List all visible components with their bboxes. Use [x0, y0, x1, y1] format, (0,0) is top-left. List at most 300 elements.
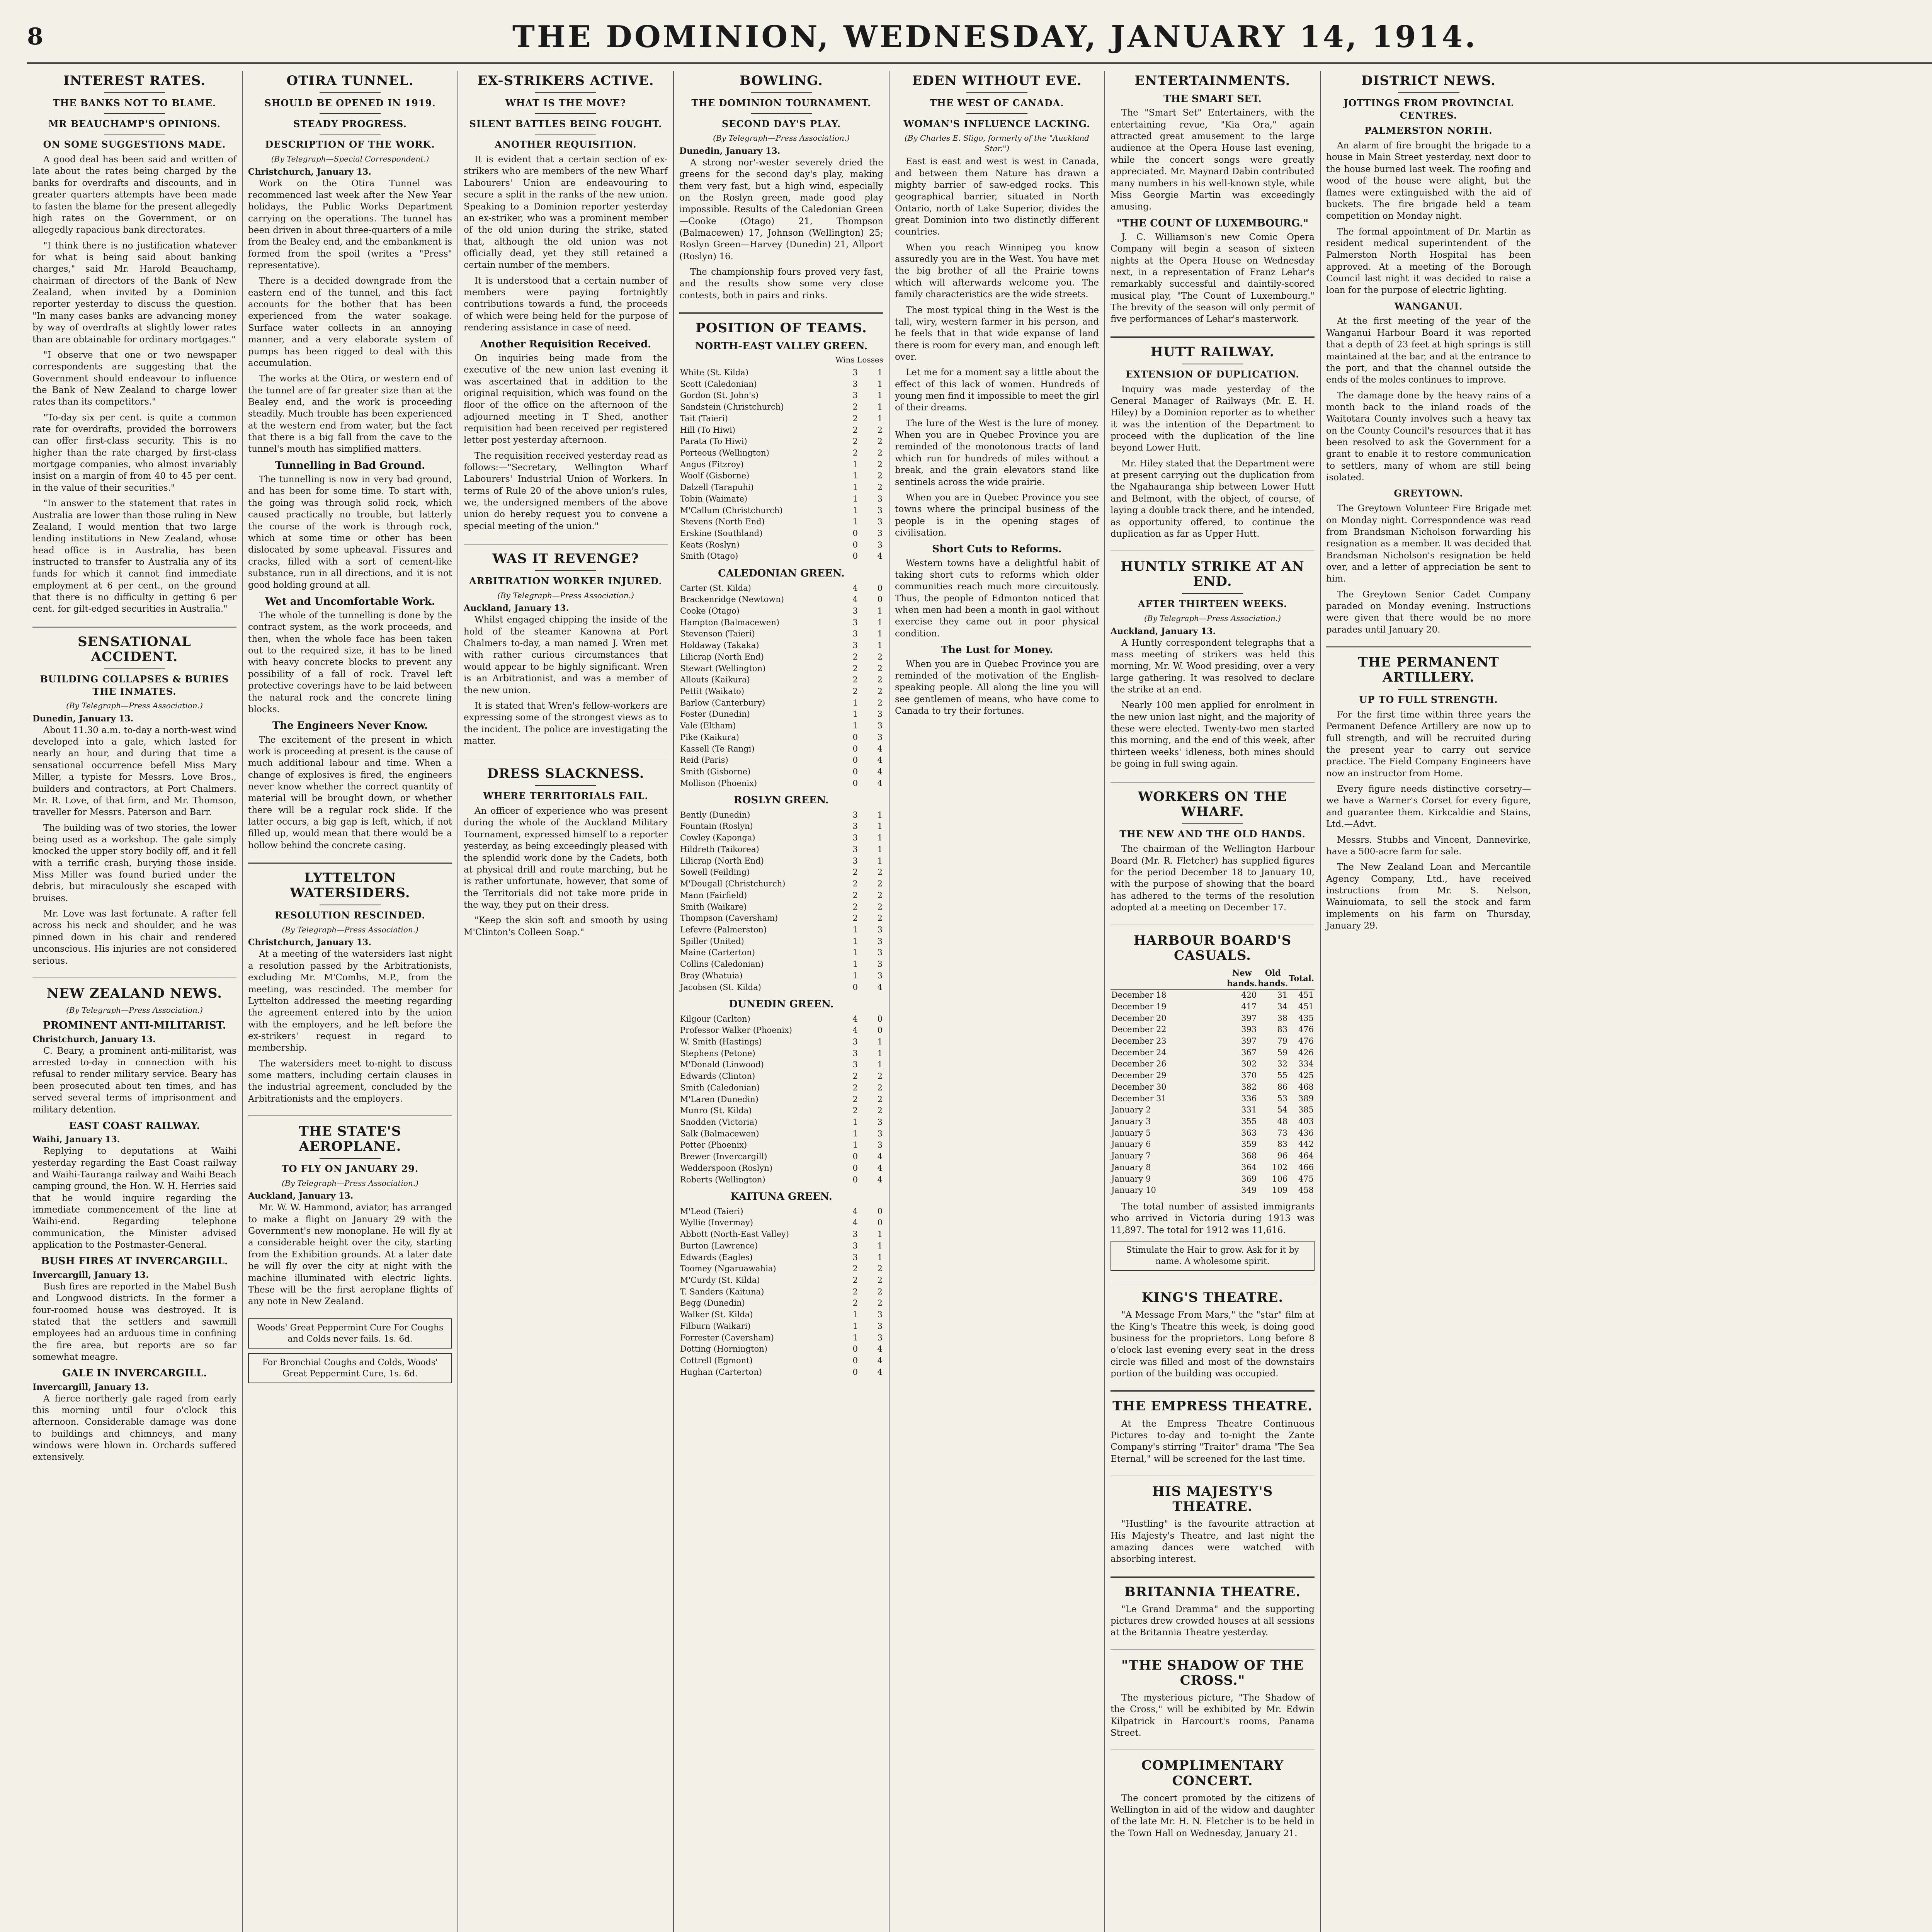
losses: 2 [877, 425, 883, 435]
losses: 1 [877, 629, 883, 639]
wins: 2 [852, 686, 858, 696]
article-subheadline: EXTENSION OF DUPLICATION. [1126, 368, 1299, 380]
subsection-title: Tunnelling in Bad Ground. [275, 459, 425, 471]
wins: 0 [852, 540, 858, 549]
table-row [1111, 990, 1315, 1001]
paragraph: J. C. Williamson's new Comic Opera Company will begin a season of sixteen nights at the Opera House on Wednesday next, in a representation of Franz Lehar's remarkably successful and daintily-scored musical play, "The Count of Luxembourg." The brevity of the season will only permit of five performances of Lehar's masterwork. [1111, 232, 1315, 325]
table-row [679, 436, 883, 447]
team-name: T. Sanders (Kaituna) [680, 1287, 764, 1296]
losses: 0 [877, 1026, 883, 1035]
cell-value: 476 [1298, 1036, 1314, 1046]
article-headline: "THE SHADOW OF THE CROSS." [1121, 1657, 1304, 1688]
cell-value: 34 [1277, 1002, 1288, 1011]
paragraph: "Hustling" is the favourite attraction at His Majesty's Theatre, and last night the amazing dances were watched with absorbing interest. [1111, 1519, 1315, 1565]
losses: 4 [877, 1152, 883, 1162]
paragraph: The concert promoted by the citizens of Wellington in aid of the widow and daughter of the late Mr. H. N. Fletcher is to be held in the Town Hall on Wednesday, January 21. [1111, 1793, 1315, 1838]
wins: 1 [852, 971, 858, 980]
article [1111, 345, 1315, 540]
losses: 4 [877, 1367, 883, 1377]
team-name: Brackenridge (Newtown) [680, 595, 784, 604]
table-row [679, 982, 883, 993]
paragraph: The most typical thing in the West is the tall, wiry, western farmer in his person, and he feels that in that wide expanse of land there is room for every man, and enough left over. [895, 305, 1099, 362]
article-subheadline: ANOTHER REQUISITION. [495, 139, 637, 150]
article-body [464, 154, 668, 532]
dateline: (By Telegraph—Press Association.) [66, 1005, 203, 1015]
cell-value: 466 [1298, 1162, 1314, 1172]
losses: 3 [877, 1140, 883, 1150]
table-row [1111, 1185, 1315, 1196]
table-row [679, 1117, 883, 1128]
column-1 [27, 71, 243, 1932]
losses: 4 [877, 744, 883, 753]
article-subheadline: WOMAN'S INFLUENCE LACKING. [903, 118, 1090, 129]
cell-value: 468 [1298, 1082, 1314, 1092]
table-row [679, 425, 883, 436]
article-subheadline: AFTER THIRTEEN WEEKS. [1138, 598, 1287, 610]
article-headline: HARBOUR BOARD'S CASUALS. [1133, 932, 1292, 963]
cell-value: 79 [1277, 1036, 1288, 1046]
place-date: Dunedin, January 13. [32, 713, 134, 724]
article [1111, 1484, 1315, 1565]
paragraph: The tunnelling is now in very bad ground, and has been for some time. To start with, the going was through solid rock, which caused practically no trouble, but latterly the course of the work is through rock, which at some time or other has been dislocated by some upheaval. Fissures and cracks, filled with a sort of cement-like substance, run in all directions, and it is not good holding ground at all. [248, 474, 452, 590]
article-body [1111, 1309, 1315, 1379]
cell-value: 370 [1241, 1071, 1257, 1080]
news-item-title: GALE IN INVERCARGILL. [62, 1367, 207, 1379]
article-headline: BOWLING. [740, 73, 823, 88]
article-body [1111, 1418, 1315, 1465]
table-row [679, 709, 883, 720]
place-date: Invercargill, January 13. [32, 1382, 149, 1392]
wins: 3 [852, 617, 858, 627]
article-divider [248, 862, 452, 864]
losses: 1 [877, 1241, 883, 1250]
losses: 4 [877, 1344, 883, 1354]
wins: 2 [852, 663, 858, 673]
team-name: Mann (Fairfield) [680, 890, 747, 900]
row-date: December 18 [1111, 990, 1167, 1000]
wins: 2 [852, 425, 858, 435]
team-name: Hill (To Hiwi) [680, 425, 735, 435]
team-name: M'Curdy (St. Kilda) [680, 1275, 760, 1285]
wins: 3 [852, 379, 858, 389]
wins: 1 [852, 936, 858, 946]
team-name: Tait (Taieri) [680, 413, 728, 423]
losses: 1 [877, 1252, 883, 1262]
article-subheadline: THE DOMINION TOURNAMENT. [691, 97, 871, 109]
table-row [679, 1094, 883, 1105]
cell-value: 334 [1298, 1059, 1314, 1069]
paragraph: Western towns have a delightful habit of taking short cuts to reforms which older communities reach much more circuitously. Thus, the people of Edmonton noticed that when men had been a month in gaol without exercise they came out in poor physical condition. [895, 558, 1099, 639]
team-name: Stewart (Wellington) [680, 663, 766, 673]
table-row [679, 697, 883, 709]
table-row [679, 947, 883, 959]
paragraph: "In answer to the statement that rates in Australia are lower than those ruling in New Zealand, I would mention that two large lending institutions in New Zealand, whose head office is in Australia, has been instructed to transfer to Australia any of its funds for which it cannot find immediate employment at 6 per cent., on the ground that there is no difficulty in getting 6 per cent. for gilt-edged securities in Australia." [32, 498, 236, 614]
paragraph: The building was of two stories, the lower being used as a workshop. The gale simply knocked the upper story bodily off, and it fell with a terrific crash, burying those inside. Miss Miller was found buried under the debris, but miraculously she escaped with bruises. [32, 823, 236, 903]
column-5 [889, 71, 1105, 1932]
article [248, 1124, 452, 1308]
team-table [679, 1014, 883, 1186]
cell-value: 302 [1241, 1059, 1257, 1069]
table-row [679, 390, 883, 401]
article-headline: KING'S THEATRE. [1141, 1290, 1284, 1306]
paragraph: Messrs. Stubbs and Vincent, Dannevirke, have a 500-acre farm for sale. [1326, 835, 1531, 857]
losses: 3 [877, 494, 883, 503]
cell-value: 397 [1241, 1036, 1257, 1046]
article [32, 986, 236, 1463]
paragraph: East is east and west is west in Canada, and between them Nature has drawn a mighty barrier of saw-edged rocks. This geographical barrier, situated in North Ontario, north of Lake Superior, divides the great Dominion into two distinctly different countries. [895, 156, 1099, 237]
article-body [1111, 1518, 1315, 1565]
losses: 3 [877, 971, 883, 980]
cell-value: 364 [1241, 1162, 1257, 1172]
subsection-title: Another Requisition Received. [480, 338, 651, 350]
paragraph: Mr. Hiley stated that the Department were at present carrying out the duplication from the Ngahauranga ship between Lower Hutt and Belmont, with the object, of course, of laying a double track there, and he intended, as opportunity offered, to continue the duplication as far as Upper Hutt. [1111, 458, 1315, 539]
team-name: Wyllie (Invermay) [680, 1218, 753, 1228]
wins: 2 [852, 437, 858, 446]
headline-rule [751, 113, 812, 114]
article-subheadline: MR BEAUCHAMP'S OPINIONS. [48, 118, 221, 129]
team-name: Scott (Caledonian) [680, 379, 757, 389]
row-date: December 19 [1111, 1002, 1167, 1011]
team-name: Sowell (Feilding) [680, 867, 750, 877]
table-title: NORTH-EAST VALLEY GREEN. [695, 340, 868, 352]
team-name: Reid (Paris) [680, 755, 728, 765]
losses: 3 [877, 936, 883, 946]
table-row [679, 583, 883, 594]
cell-value: 86 [1277, 1082, 1288, 1092]
place-date: Christchurch, January 13. [32, 1034, 156, 1044]
wins: 0 [852, 744, 858, 753]
table-row [679, 778, 883, 789]
table-title: DUNEDIN GREEN. [729, 998, 834, 1010]
table-row [679, 482, 883, 493]
wins: 2 [852, 1083, 858, 1092]
table-row [679, 855, 883, 867]
cell-value: 368 [1241, 1151, 1257, 1161]
team-name: M'Donald (Linwood) [680, 1060, 764, 1070]
article-headline: ENTERTAINMENTS. [1134, 73, 1291, 88]
article-divider [464, 758, 668, 759]
article-body [32, 154, 236, 615]
row-date: January 8 [1111, 1162, 1151, 1172]
wins: 1 [852, 517, 858, 527]
news-item-title: BUSH FIRES AT INVERCARGILL. [41, 1255, 228, 1267]
wins: 1 [852, 505, 858, 515]
paragraph: The whole of the tunnelling is done by the contract system, as the work proceeds, and then, when the whole face has been taken out to the required size, it has to be lined with heavy concrete blocks to prevent any possibility of a fall of rock. Travel left protective coverings have to be laid between the natural rock and the concrete lining blocks. [248, 611, 452, 714]
losses: 3 [877, 732, 883, 742]
losses: 1 [877, 1048, 883, 1058]
team-name: Dotting (Hornington) [680, 1344, 767, 1354]
losses: 2 [877, 459, 883, 469]
article-headline: EX-STRIKERS ACTIVE. [477, 73, 654, 88]
team-name: Holdaway (Takaka) [680, 641, 759, 650]
column-header [1111, 967, 1226, 990]
headline-rule [1182, 593, 1243, 594]
place-date: Dunedin, January 13. [679, 146, 781, 156]
wins: 4 [852, 595, 858, 604]
row-date: December 22 [1111, 1025, 1167, 1034]
headline-rule [320, 92, 381, 93]
losses: 2 [877, 1298, 883, 1308]
team-name: Erskine (Southland) [680, 529, 763, 538]
team-name: Carter (St. Kilda) [680, 583, 751, 593]
article-subheadline: SECOND DAY'S PLAY. [722, 118, 841, 129]
wins: 1 [852, 698, 858, 707]
team-name: Cottrell (Egmont) [680, 1356, 753, 1365]
team-name: Vale (Eltham) [680, 721, 736, 731]
article-divider [1326, 646, 1531, 648]
subsection-title: Short Cuts to Reforms. [932, 543, 1062, 555]
article [1111, 933, 1315, 1271]
losses: 4 [877, 1175, 883, 1184]
losses: 1 [877, 379, 883, 389]
team-name: Smith (Otago) [680, 551, 738, 561]
wins: 1 [852, 721, 858, 731]
wins: 3 [852, 1252, 858, 1262]
paragraph: The formal appointment of Dr. Martin as resident medical superintendent of the Palmerston North Hospital has been approved. At a meeting of the Borough Council last night it was decided to raise a loan for the purpose of electric lighting. [1326, 226, 1531, 296]
article [1326, 73, 1531, 636]
table-row [679, 505, 883, 517]
losses: 3 [877, 1321, 883, 1331]
news-item-title: THE SMART SET. [1163, 93, 1262, 105]
row-date: January 6 [1111, 1139, 1151, 1149]
wins: 0 [852, 767, 858, 776]
row-date: January 9 [1111, 1174, 1151, 1184]
paragraph: An alarm of fire brought the brigade to a house in Main Street yesterday, next door to the house burned last week. The roofing and wood of the house were alight, but the flames were extinguished with the aid of buckets. The fire brigade held a team competition on Monday night. [1326, 141, 1531, 221]
newspaper-title: THE DOMINION, WEDNESDAY, JANUARY 14, 1914. [512, 19, 1478, 54]
table-row [679, 594, 883, 605]
table-row [679, 1059, 883, 1071]
article-body [1111, 92, 1315, 325]
losses: 2 [877, 1106, 883, 1116]
article [1111, 1585, 1315, 1639]
team-name: Abbott (North-East Valley) [680, 1230, 789, 1239]
wins: 3 [852, 833, 858, 843]
paragraph: An officer of experience who was present during the whole of the Auckland Military Tournament, expressed himself to a reporter yesterday, as being exceedingly pleased with the splendid work done by the Cadets, both at physical drill and route marching, but he is rather unfortunate, however, that some of the Territorials did not take more pride in the way, they put on their dress. [464, 806, 668, 910]
article-headline: WAS IT REVENGE? [492, 551, 639, 567]
paragraph: When you are in Quebec Province you are reminded of the motivation of the English-speaking people. All along the line you will see gentlemen of means, who have come to Canada to try their fortunes. [895, 659, 1099, 716]
dateline: (By Telegraph—Press Association.) [1144, 614, 1281, 623]
article-body [679, 157, 883, 301]
table-row [679, 821, 883, 832]
row-date: December 20 [1111, 1013, 1167, 1023]
dateline: (By Telegraph—Special Correspondent.) [271, 154, 429, 164]
team-name: Keats (Roslyn) [680, 540, 740, 549]
dateline: (By Telegraph—Press Association.) [66, 701, 203, 711]
cell-value: 382 [1241, 1082, 1257, 1092]
wins: 2 [852, 1106, 858, 1116]
cell-value: 436 [1298, 1128, 1314, 1138]
losses: 3 [877, 721, 883, 731]
paragraph: The New Zealand Loan and Mercantile Agency Company, Ltd., have received instructions from Mr. S. Nelson, Wainuiomata, to sell the stock and farm implements on his farm on Thursday, January 29. [1326, 862, 1531, 931]
team-name: Stephens (Petone) [680, 1048, 755, 1058]
losses: 1 [877, 821, 883, 831]
paragraph: The championship fours proved very fast, and the results show some very close contests, both in pairs and rinks. [679, 267, 883, 301]
article [679, 73, 883, 301]
paragraph: "Le Grand Dramma" and the supporting pictures drew crowded houses at all sessions at the Britannia Theatre yesterday. [1111, 1604, 1315, 1638]
team-name: Professor Walker (Phoenix) [680, 1026, 792, 1035]
article [32, 634, 236, 967]
table-row [679, 686, 883, 697]
losses: 4 [877, 755, 883, 765]
paragraph: It is stated that Wren's fellow-workers are expressing some of the strongest views as to the incident. The police are investigating the matter. [464, 701, 668, 746]
wins: 1 [852, 1310, 858, 1320]
article-divider [1111, 1476, 1315, 1477]
table-row [679, 832, 883, 844]
article-divider [1111, 925, 1315, 926]
cell-value: 102 [1272, 1162, 1288, 1172]
dateline: (By Telegraph—Press Association.) [713, 133, 850, 143]
article-subheadline: THE BANKS NOT TO BLAME. [53, 97, 216, 109]
subsection-title: Wet and Uncomfortable Work. [265, 595, 435, 607]
table-row [679, 1263, 883, 1275]
wins: 4 [852, 1026, 858, 1035]
wins: 1 [852, 948, 858, 957]
losses: 3 [877, 959, 883, 969]
paragraph: A Huntly correspondent telegraphs that a mass meeting of strikers was held this morning, Mr. W. Wood presiding, over a very large gathering. It was resolved to declare the strike at an end. [1111, 638, 1315, 695]
article-headline: HUTT RAILWAY. [1150, 344, 1275, 360]
paragraph: "A Message From Mars," the "star" film at the King's Theatre this week, is doing good business for the proprietors. Long before 8 o'clock last evening every seat in the dress circle was filled and most of the downstairs portion of the building was occupied. [1111, 1310, 1315, 1379]
wins: 0 [852, 1367, 858, 1377]
wins: 3 [852, 629, 858, 639]
wins: 2 [852, 448, 858, 457]
article-headline: HIS MAJESTY'S THEATRE. [1152, 1484, 1273, 1515]
losses: 3 [877, 1129, 883, 1138]
article-headline: LYTTELTON WATERSIDERS. [290, 870, 410, 901]
losses: 4 [877, 982, 883, 992]
team-name: Edwards (Eagles) [680, 1252, 753, 1262]
wins: 2 [852, 1298, 858, 1308]
table-title: ROSLYN GREEN. [734, 794, 829, 806]
wins: 1 [852, 709, 858, 719]
article-headline: POSITION OF TEAMS. [696, 320, 867, 336]
team-name: Stevens (North End) [680, 517, 765, 527]
wins: 1 [852, 459, 858, 469]
team-name: White (St. Kilda) [680, 367, 749, 377]
losses: 3 [877, 709, 883, 719]
table-row [679, 743, 883, 755]
table-row [1111, 1001, 1315, 1013]
table-row [679, 1071, 883, 1082]
headline-rule [535, 570, 596, 571]
table-row [679, 970, 883, 982]
table-row [679, 539, 883, 551]
table-row [1111, 1162, 1315, 1173]
paragraph: A fierce northerly gale raged from early this morning until four o'clock this afternoon. Considerable damage was done to buildings and chimneys, and many windows were blown in. Orchards suffered extensively. [32, 1393, 236, 1463]
table-row [679, 413, 883, 425]
table-row [679, 379, 883, 390]
article-body [32, 724, 236, 967]
masthead [27, 15, 1932, 64]
paragraph: The total number of assisted immigrants who arrived in Victoria during 1913 was 11,897. The total for 1912 was 11,616. [1111, 1202, 1315, 1235]
headline-rule [1398, 689, 1459, 690]
cell-value: 96 [1277, 1151, 1288, 1161]
paragraph: The Greytown Senior Cadet Company paraded on Monday evening. Instructions were given that there would be no more parades until January 20. [1326, 589, 1531, 635]
advertisement: Woods' Great Peppermint Cure For Coughs and Colds never fails. 1s. 6d. [248, 1318, 452, 1349]
article-headline: THE EMPRESS THEATRE. [1112, 1398, 1313, 1414]
table-row [1111, 1116, 1315, 1128]
team-name: Wedderspoon (Roslyn) [680, 1163, 773, 1173]
team-name: Jacobsen (St. Kilda) [680, 982, 761, 992]
place-date: Invercargill, January 13. [32, 1270, 149, 1280]
cell-value: 403 [1298, 1117, 1314, 1126]
team-name: Dalzell (Tarapuhi) [680, 483, 754, 492]
cell-value: 83 [1277, 1139, 1288, 1149]
wins: 2 [852, 890, 858, 900]
article-body [1111, 1604, 1315, 1639]
losses: 0 [877, 1218, 883, 1228]
district-title: PALMERSTON NORTH. [1364, 125, 1493, 136]
team-name: Bray (Whatuia) [680, 971, 743, 980]
article-headline: THE STATE'S AEROPLANE. [299, 1124, 401, 1155]
table-row [679, 1036, 883, 1048]
team-name: Smith (Gisborne) [680, 767, 751, 776]
table-row [679, 1217, 883, 1229]
losses: 2 [877, 1287, 883, 1296]
wins: 0 [852, 1356, 858, 1365]
cell-value: 442 [1298, 1139, 1314, 1149]
table-row [679, 1139, 883, 1151]
article [248, 73, 452, 851]
table-row [679, 1355, 883, 1367]
cell-value: 32 [1277, 1059, 1288, 1069]
paragraph: The "Smart Set" Entertainers, with the entertaining revue, "Kia Ora," again attracted great amusement to the large audience at the Opera House last evening, while the concert songs were greatly appreciated. Mr. Maynard Dabin contributed many numbers in his well-known style, while Miss Georgie Martin was exceedingly amusing. [1111, 108, 1315, 212]
article-body [1111, 637, 1315, 770]
cell-value: 417 [1241, 1002, 1257, 1011]
wins: 0 [852, 529, 858, 538]
team-name: Bently (Dunedin) [680, 810, 750, 820]
cell-value: 336 [1241, 1094, 1257, 1103]
team-name: Edwards (Clinton) [680, 1071, 755, 1081]
losses: 3 [877, 1117, 883, 1127]
column-header: New hands. [1226, 967, 1257, 990]
article [1111, 789, 1315, 914]
team-name: Lefevre (Palmerston) [680, 925, 767, 934]
column-header: Total. [1288, 967, 1315, 990]
wins: 0 [852, 1175, 858, 1184]
wins: 3 [852, 1048, 858, 1058]
table-row [679, 1163, 883, 1174]
losses: 0 [877, 1014, 883, 1024]
table-header-row [1111, 967, 1315, 990]
table-title: CALEDONIAN GREEN. [718, 568, 845, 580]
wins: 1 [852, 471, 858, 481]
table-row [679, 901, 883, 913]
column-7 [1321, 71, 1536, 1932]
losses: 3 [877, 517, 883, 527]
losses: 2 [877, 448, 883, 457]
losses: 1 [877, 1060, 883, 1070]
team-name: Kassell (Te Rangi) [680, 744, 755, 753]
row-date: December 24 [1111, 1048, 1167, 1057]
place-date: Waihi, January 13. [32, 1134, 120, 1145]
table-row [679, 640, 883, 651]
losses: 2 [877, 867, 883, 877]
table-row [1111, 1047, 1315, 1059]
cell-value: 367 [1241, 1048, 1257, 1057]
cell-value: 331 [1241, 1105, 1257, 1115]
team-name: Barlow (Canterbury) [680, 698, 765, 707]
wins: 0 [852, 1152, 858, 1162]
row-date: January 3 [1111, 1117, 1151, 1126]
wins: 2 [852, 1264, 858, 1274]
paragraph: For the first time within three years the Permanent Defence Artillery are now up to full strength, and will be recruited during the present year to carry out service practice. The Field Company Engineers have now an instructor from Home. [1326, 709, 1531, 779]
table-row [679, 1151, 883, 1163]
table-row [679, 1025, 883, 1036]
article-divider [32, 626, 236, 628]
table-row [679, 617, 883, 629]
team-name: Cowley (Kaponga) [680, 833, 755, 843]
wins: 4 [852, 1218, 858, 1228]
